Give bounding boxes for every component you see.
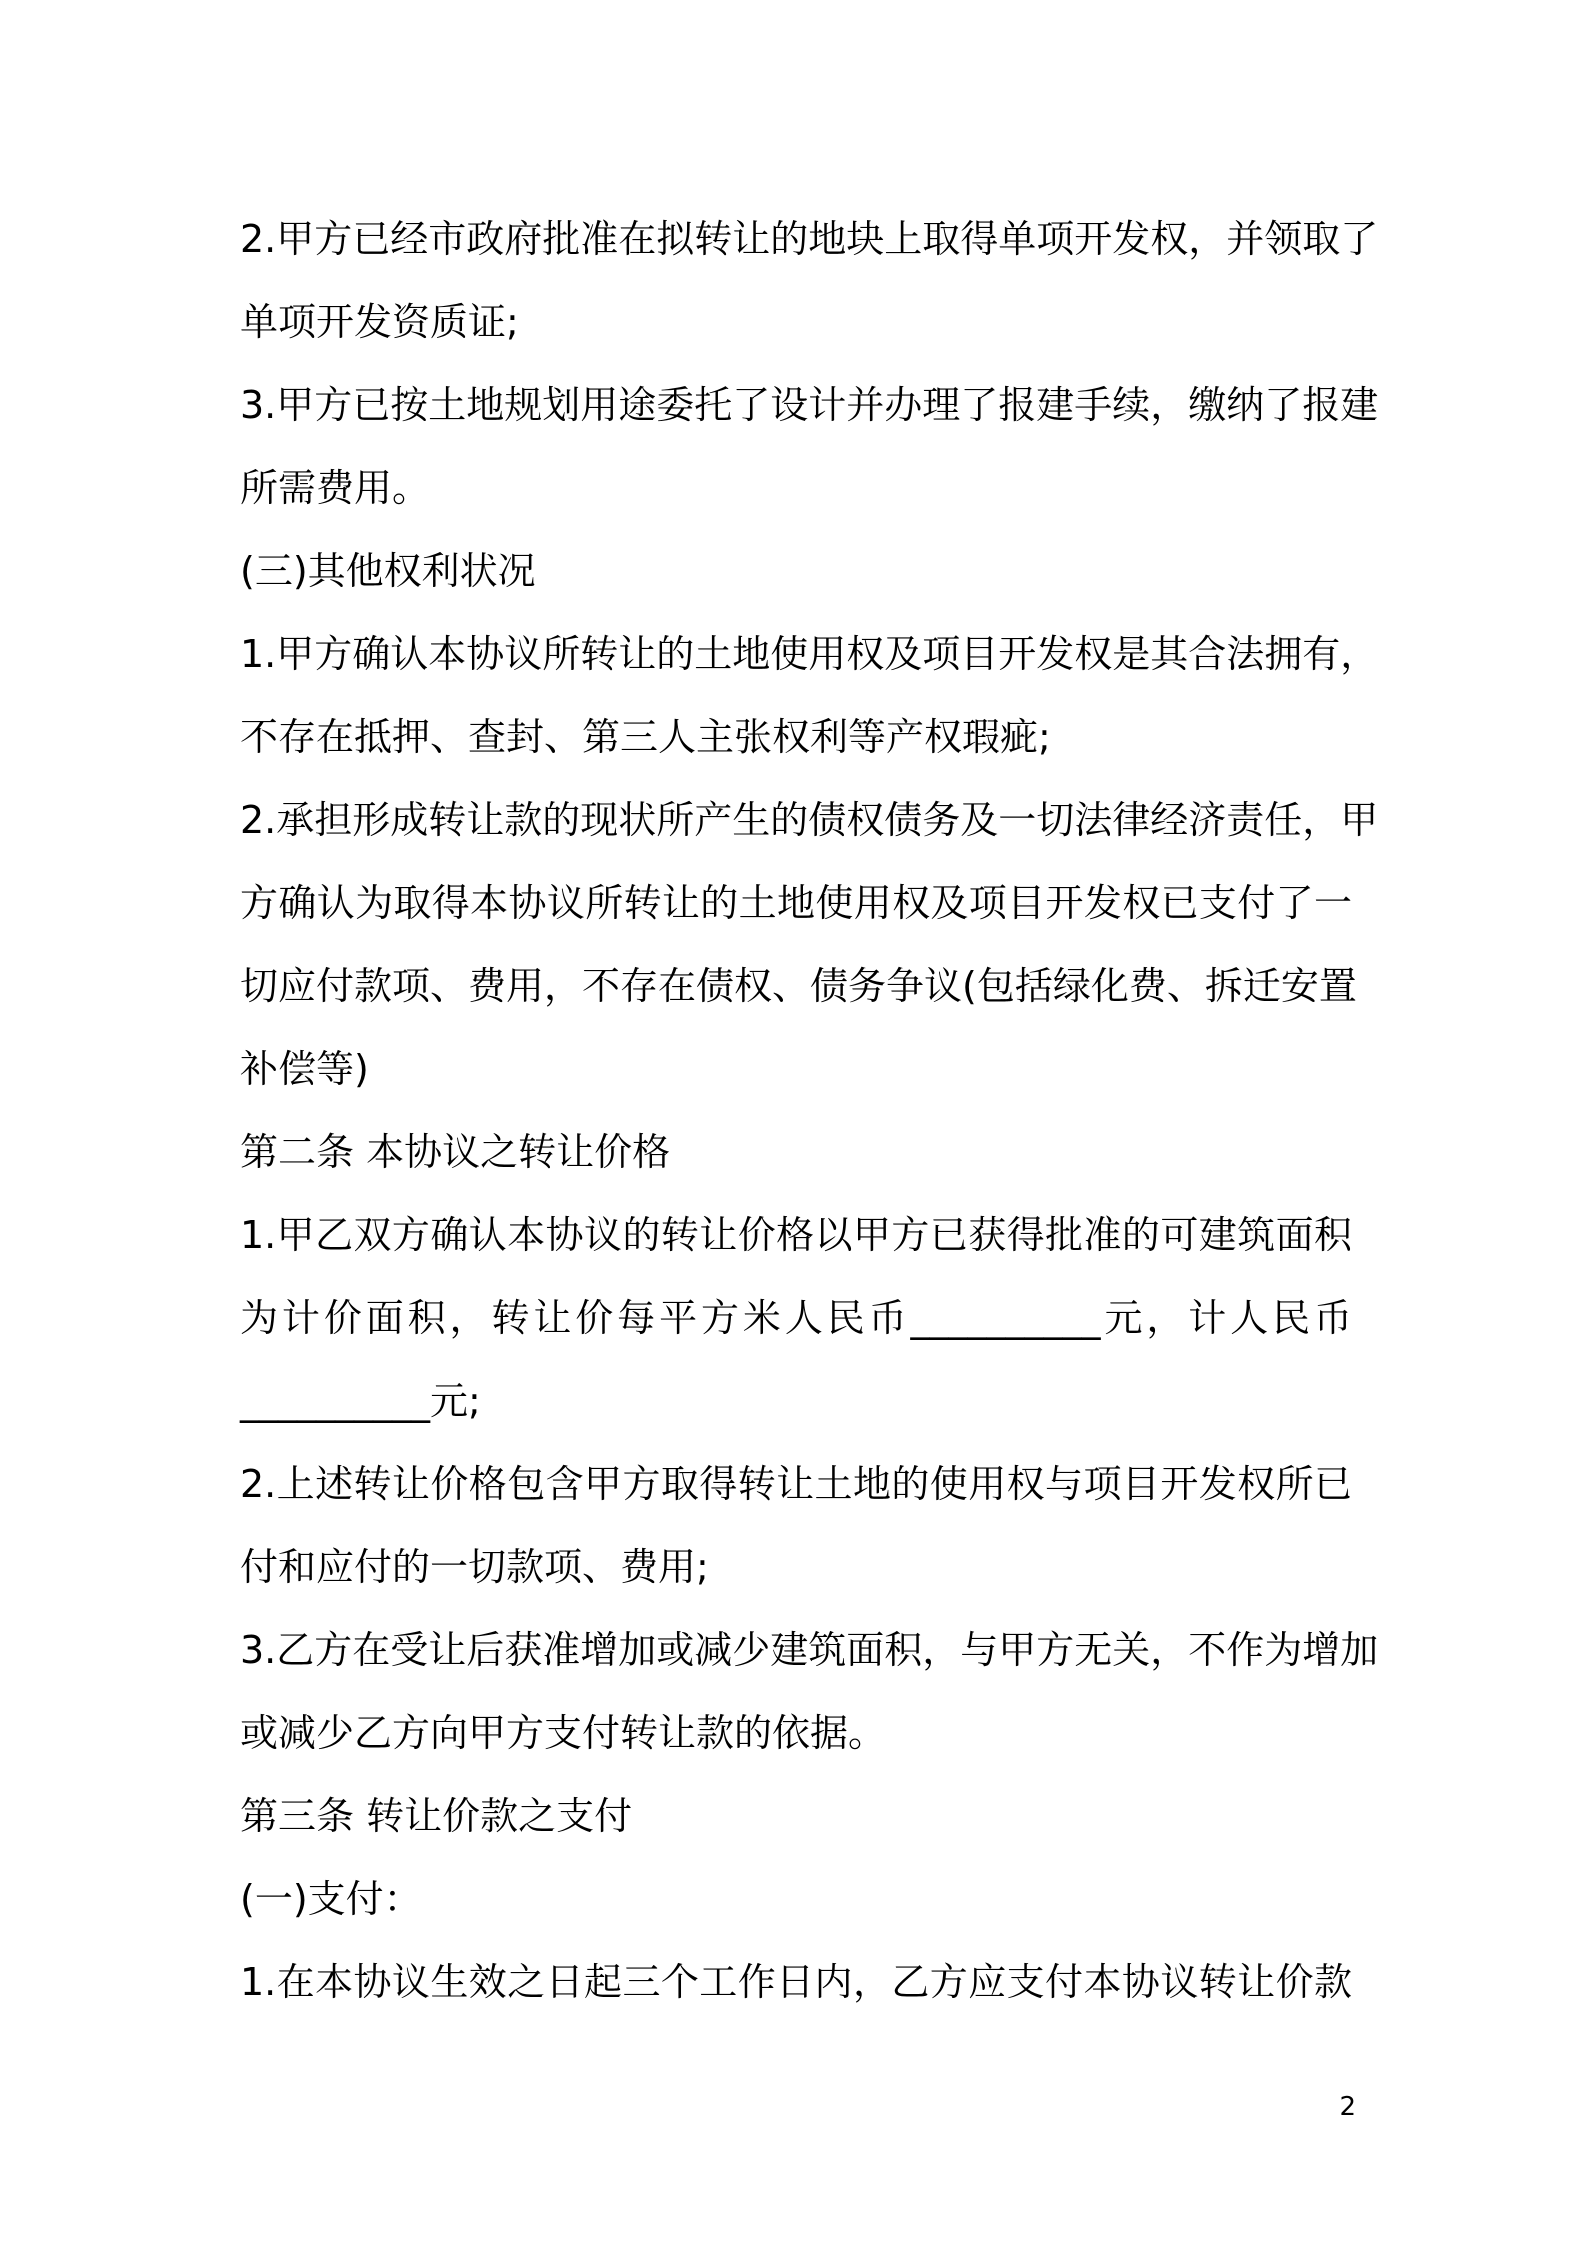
text-line: 单项开发资质证; [240,300,519,344]
article-heading: 第二条 本协议之转让价格 [240,1130,671,1174]
text-line: 1.甲乙双方确认本协议的转让价格以甲方已获得批准的可建筑面积 [240,1213,1352,1257]
article-heading: 第三条 转让价款之支付 [240,1794,633,1838]
text-line: 所需费用。 [240,466,431,510]
document-body [240,198,1379,2024]
text-line: 不存在抵押、查封、第三人主张权利等产权瑕疵; [240,715,1051,759]
section-heading: (三)其他权利状况 [240,549,536,593]
text-line: 切应付款项、费用，不存在债权、债务争议(包括绿化费、拆迁安置 [240,964,1357,1008]
text-line: 2.上述转让价格包含甲方取得转让土地的使用权与项目开发权所已 [240,1462,1352,1506]
text-line: 或减少乙方向甲方支付转让款的依据。 [240,1711,887,1755]
text-line: 3.乙方在受让后获准增加或减少建筑面积，与甲方无关，不作为增加 [240,1628,1379,1672]
section-heading: (一)支付： [240,1877,422,1921]
text-line: 2.承担形成转让款的现状所产生的债权债务及一切法律经济责任，甲 [240,798,1379,842]
text-line: 为计价面积，转让价每平方米人民币__________元，计人民币 [240,1296,1352,1340]
page-number: 2 [1339,2092,1356,2122]
text-line: 补偿等) [240,1047,369,1091]
text-line: __________元; [240,1379,481,1423]
text-line: 3.甲方已按土地规划用途委托了设计并办理了报建手续，缴纳了报建 [240,383,1379,427]
text-line: 方确认为取得本协议所转让的土地使用权及项目开发权已支付了一 [240,881,1352,925]
text-line: 1.在本协议生效之日起三个工作日内，乙方应支付本协议转让价款 [240,1960,1352,2004]
text-line: 1.甲方确认本协议所转让的土地使用权及项目开发权是其合法拥有， [240,632,1379,676]
text-line: 付和应付的一切款项、费用; [240,1545,709,1589]
text-line: 2.甲方已经市政府批准在拟转让的地块上取得单项开发权，并领取了 [240,217,1379,261]
